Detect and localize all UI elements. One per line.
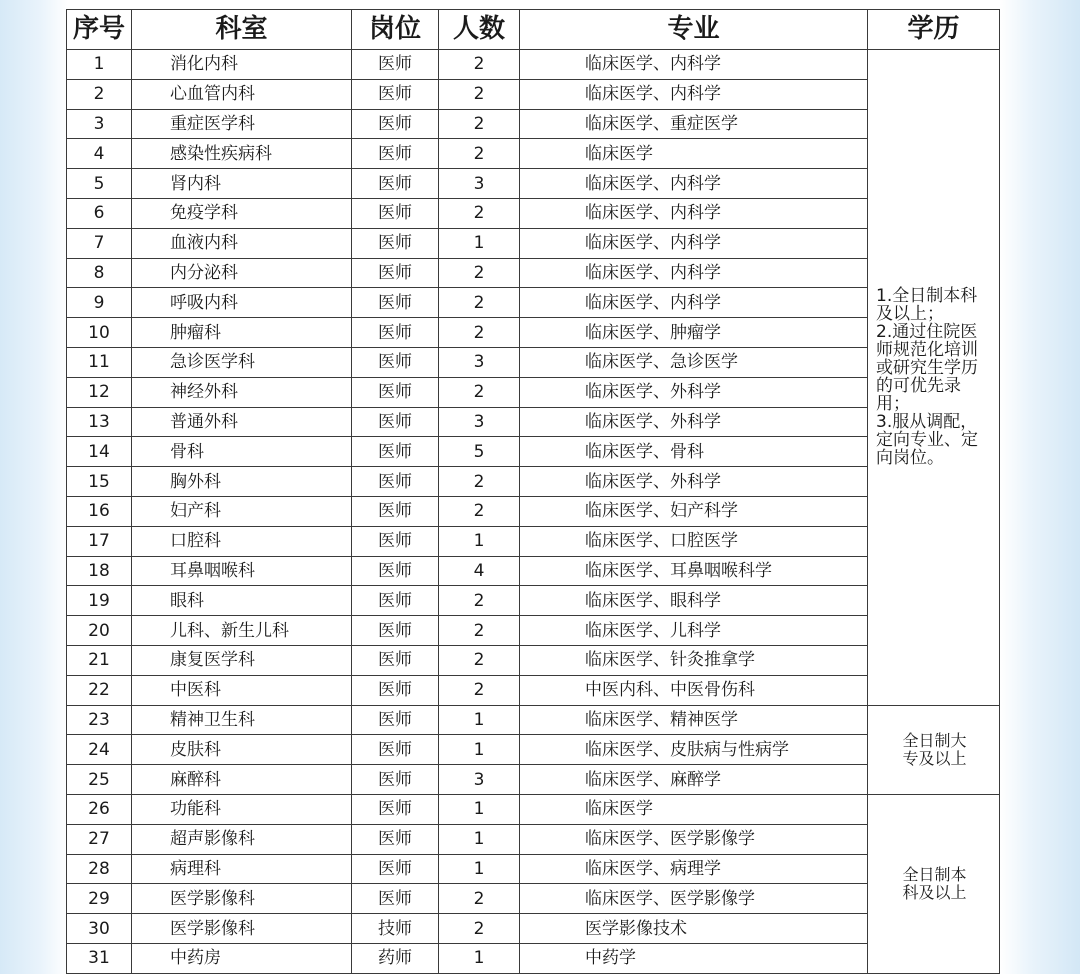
row-dept: 血液内科	[132, 228, 352, 258]
row-no: 10	[67, 318, 132, 348]
row-major: 中药学	[520, 943, 868, 973]
row-no: 16	[67, 496, 132, 526]
row-position: 医师	[352, 616, 439, 646]
row-dept: 皮肤科	[132, 735, 352, 765]
row-major: 临床医学、口腔医学	[520, 526, 868, 556]
row-major: 临床医学、麻醉学	[520, 765, 868, 795]
row-no: 17	[67, 526, 132, 556]
row-position: 医师	[352, 556, 439, 586]
row-count: 4	[439, 556, 520, 586]
row-count: 2	[439, 288, 520, 318]
row-major: 临床医学、内科学	[520, 50, 868, 80]
row-no: 7	[67, 228, 132, 258]
row-dept: 麻醉科	[132, 765, 352, 795]
row-position: 医师	[352, 109, 439, 139]
row-no: 21	[67, 645, 132, 675]
row-major: 临床医学、病理学	[520, 854, 868, 884]
row-position: 医师	[352, 705, 439, 735]
row-position: 医师	[352, 169, 439, 199]
education-line: 科及以上	[902, 882, 967, 902]
table-row	[67, 50, 1000, 80]
table-row	[67, 258, 1000, 288]
table-row	[67, 288, 1000, 318]
row-dept: 精神卫生科	[132, 705, 352, 735]
row-dept: 功能科	[132, 794, 352, 824]
row-position: 医师	[352, 645, 439, 675]
education-line: 师规范化培训	[876, 340, 978, 361]
row-count: 1	[439, 943, 520, 973]
header-no: 序号	[67, 10, 132, 50]
row-major: 临床医学、医学影像学	[520, 884, 868, 914]
row-major: 临床医学、外科学	[520, 407, 868, 437]
row-major: 临床医学、内科学	[520, 198, 868, 228]
row-no: 14	[67, 437, 132, 467]
row-position: 医师	[352, 824, 439, 854]
row-no: 3	[67, 109, 132, 139]
education-line: 向岗位。	[876, 448, 944, 469]
row-major: 临床医学、骨科	[520, 437, 868, 467]
row-position: 药师	[352, 943, 439, 973]
row-count: 1	[439, 228, 520, 258]
table-row	[67, 318, 1000, 348]
row-count: 1	[439, 526, 520, 556]
row-position: 医师	[352, 675, 439, 705]
row-position: 技师	[352, 914, 439, 944]
row-no: 30	[67, 914, 132, 944]
table-row	[67, 675, 1000, 705]
row-major: 临床医学、内科学	[520, 288, 868, 318]
row-position: 医师	[352, 467, 439, 497]
row-major: 临床医学、内科学	[520, 228, 868, 258]
table-row	[67, 347, 1000, 377]
table-row	[67, 735, 1000, 765]
row-dept: 免疫学科	[132, 198, 352, 228]
education-line: 2.通过住院医	[876, 322, 978, 343]
row-no: 12	[67, 377, 132, 407]
table-row	[67, 824, 1000, 854]
row-dept: 消化内科	[132, 50, 352, 80]
table-row	[67, 467, 1000, 497]
row-no: 13	[67, 407, 132, 437]
row-no: 22	[67, 675, 132, 705]
education-line: 定向专业、定	[876, 430, 978, 451]
row-count: 2	[439, 496, 520, 526]
row-no: 29	[67, 884, 132, 914]
row-position: 医师	[352, 198, 439, 228]
row-count: 5	[439, 437, 520, 467]
table-row	[67, 705, 1000, 735]
row-dept: 眼科	[132, 586, 352, 616]
row-dept: 耳鼻咽喉科	[132, 556, 352, 586]
row-no: 31	[67, 943, 132, 973]
table-row	[67, 645, 1000, 675]
table-row	[67, 914, 1000, 944]
row-count: 2	[439, 50, 520, 80]
row-no: 15	[67, 467, 132, 497]
row-no: 6	[67, 198, 132, 228]
education-requirement-group2	[868, 705, 1000, 794]
table-row	[67, 496, 1000, 526]
row-no: 19	[67, 586, 132, 616]
table-row	[67, 765, 1000, 795]
row-count: 1	[439, 705, 520, 735]
row-count: 3	[439, 407, 520, 437]
table-row	[67, 169, 1000, 199]
row-position: 医师	[352, 288, 439, 318]
row-no: 24	[67, 735, 132, 765]
row-no: 20	[67, 616, 132, 646]
row-position: 医师	[352, 318, 439, 348]
table-row	[67, 943, 1000, 973]
header-count: 人数	[439, 10, 520, 50]
education-line: 及以上；	[876, 304, 944, 325]
table-row	[67, 198, 1000, 228]
row-dept: 重症医学科	[132, 109, 352, 139]
header-education: 学历	[868, 10, 1000, 50]
row-position: 医师	[352, 854, 439, 884]
row-dept: 呼吸内科	[132, 288, 352, 318]
row-major: 临床医学	[520, 794, 868, 824]
row-position: 医师	[352, 377, 439, 407]
row-major: 临床医学、内科学	[520, 258, 868, 288]
row-no: 25	[67, 765, 132, 795]
row-count: 2	[439, 467, 520, 497]
education-line: 用；	[876, 394, 910, 415]
row-no: 18	[67, 556, 132, 586]
row-count: 2	[439, 318, 520, 348]
education-requirement-group1	[868, 50, 1000, 706]
row-major: 临床医学、急诊医学	[520, 347, 868, 377]
row-dept: 中药房	[132, 943, 352, 973]
row-no: 27	[67, 824, 132, 854]
row-no: 1	[67, 50, 132, 80]
row-dept: 医学影像科	[132, 914, 352, 944]
education-line: 3.服从调配，	[876, 412, 978, 433]
row-position: 医师	[352, 407, 439, 437]
row-dept: 急诊医学科	[132, 347, 352, 377]
row-dept: 中医科	[132, 675, 352, 705]
row-major: 临床医学、耳鼻咽喉科学	[520, 556, 868, 586]
row-position: 医师	[352, 79, 439, 109]
row-major: 中医内科、中医骨伤科	[520, 675, 868, 705]
row-major: 临床医学、肿瘤学	[520, 318, 868, 348]
row-dept: 心血管内科	[132, 79, 352, 109]
header-major: 专业	[520, 10, 868, 50]
row-dept: 骨科	[132, 437, 352, 467]
row-major: 临床医学	[520, 139, 868, 169]
row-no: 28	[67, 854, 132, 884]
row-dept: 康复医学科	[132, 645, 352, 675]
education-requirement-group3	[868, 794, 1000, 973]
row-no: 26	[67, 794, 132, 824]
education-line: 专及以上	[902, 748, 967, 768]
row-no: 11	[67, 347, 132, 377]
row-position: 医师	[352, 735, 439, 765]
row-dept: 超声影像科	[132, 824, 352, 854]
education-line: 全日制大	[902, 730, 967, 750]
row-dept: 普通外科	[132, 407, 352, 437]
row-position: 医师	[352, 884, 439, 914]
row-count: 2	[439, 198, 520, 228]
row-dept: 内分泌科	[132, 258, 352, 288]
row-major: 临床医学、外科学	[520, 467, 868, 497]
recruitment-table-sheet	[66, 9, 999, 968]
row-no: 2	[67, 79, 132, 109]
row-dept: 儿科、新生儿科	[132, 616, 352, 646]
row-dept: 神经外科	[132, 377, 352, 407]
row-count: 2	[439, 645, 520, 675]
table-row	[67, 437, 1000, 467]
row-major: 临床医学、眼科学	[520, 586, 868, 616]
row-count: 2	[439, 884, 520, 914]
table-row	[67, 377, 1000, 407]
table-row	[67, 407, 1000, 437]
row-dept: 胸外科	[132, 467, 352, 497]
row-position: 医师	[352, 526, 439, 556]
table-row	[67, 794, 1000, 824]
header-dept: 科室	[132, 10, 352, 50]
row-no: 23	[67, 705, 132, 735]
row-count: 2	[439, 914, 520, 944]
row-count: 3	[439, 765, 520, 795]
row-major: 临床医学、针灸推拿学	[520, 645, 868, 675]
row-count: 3	[439, 169, 520, 199]
row-major: 临床医学、外科学	[520, 377, 868, 407]
table-row	[67, 616, 1000, 646]
row-no: 9	[67, 288, 132, 318]
row-position: 医师	[352, 794, 439, 824]
row-dept: 肾内科	[132, 169, 352, 199]
row-count: 1	[439, 735, 520, 765]
row-count: 1	[439, 854, 520, 884]
row-position: 医师	[352, 258, 439, 288]
row-count: 1	[439, 824, 520, 854]
row-major: 临床医学、重症医学	[520, 109, 868, 139]
table-row	[67, 228, 1000, 258]
row-dept: 口腔科	[132, 526, 352, 556]
table-row	[67, 854, 1000, 884]
row-position: 医师	[352, 586, 439, 616]
row-count: 2	[439, 109, 520, 139]
header-position: 岗位	[352, 10, 439, 50]
education-line: 的可优先录	[876, 376, 961, 397]
row-no: 5	[67, 169, 132, 199]
row-position: 医师	[352, 496, 439, 526]
row-major: 临床医学、内科学	[520, 169, 868, 199]
row-dept: 感染性疾病科	[132, 139, 352, 169]
row-major: 临床医学、皮肤病与性病学	[520, 735, 868, 765]
row-position: 医师	[352, 437, 439, 467]
row-count: 2	[439, 79, 520, 109]
row-count: 2	[439, 675, 520, 705]
education-line: 或研究生学历	[876, 358, 978, 379]
education-line: 全日制本	[902, 864, 967, 884]
table-row	[67, 79, 1000, 109]
education-line: 1.全日制本科	[876, 286, 978, 307]
row-position: 医师	[352, 50, 439, 80]
table-row	[67, 139, 1000, 169]
row-position: 医师	[352, 347, 439, 377]
row-count: 2	[439, 258, 520, 288]
row-position: 医师	[352, 765, 439, 795]
row-major: 临床医学、儿科学	[520, 616, 868, 646]
row-count: 2	[439, 586, 520, 616]
row-dept: 妇产科	[132, 496, 352, 526]
row-count: 2	[439, 616, 520, 646]
table-row	[67, 884, 1000, 914]
row-no: 8	[67, 258, 132, 288]
row-position: 医师	[352, 228, 439, 258]
row-count: 1	[439, 794, 520, 824]
row-dept: 肿瘤科	[132, 318, 352, 348]
row-count: 2	[439, 377, 520, 407]
table-row	[67, 526, 1000, 556]
row-dept: 医学影像科	[132, 884, 352, 914]
row-dept: 病理科	[132, 854, 352, 884]
row-position: 医师	[352, 139, 439, 169]
row-major: 临床医学、妇产科学	[520, 496, 868, 526]
table-row	[67, 586, 1000, 616]
table-header-row	[67, 10, 1000, 50]
row-major: 临床医学、内科学	[520, 79, 868, 109]
row-major: 临床医学、医学影像学	[520, 824, 868, 854]
row-count: 3	[439, 347, 520, 377]
row-major: 医学影像技术	[520, 914, 868, 944]
table-row	[67, 556, 1000, 586]
row-count: 2	[439, 139, 520, 169]
table-row	[67, 109, 1000, 139]
row-no: 4	[67, 139, 132, 169]
row-major: 临床医学、精神医学	[520, 705, 868, 735]
recruitment-table	[66, 9, 1000, 974]
table-body	[67, 50, 1000, 974]
